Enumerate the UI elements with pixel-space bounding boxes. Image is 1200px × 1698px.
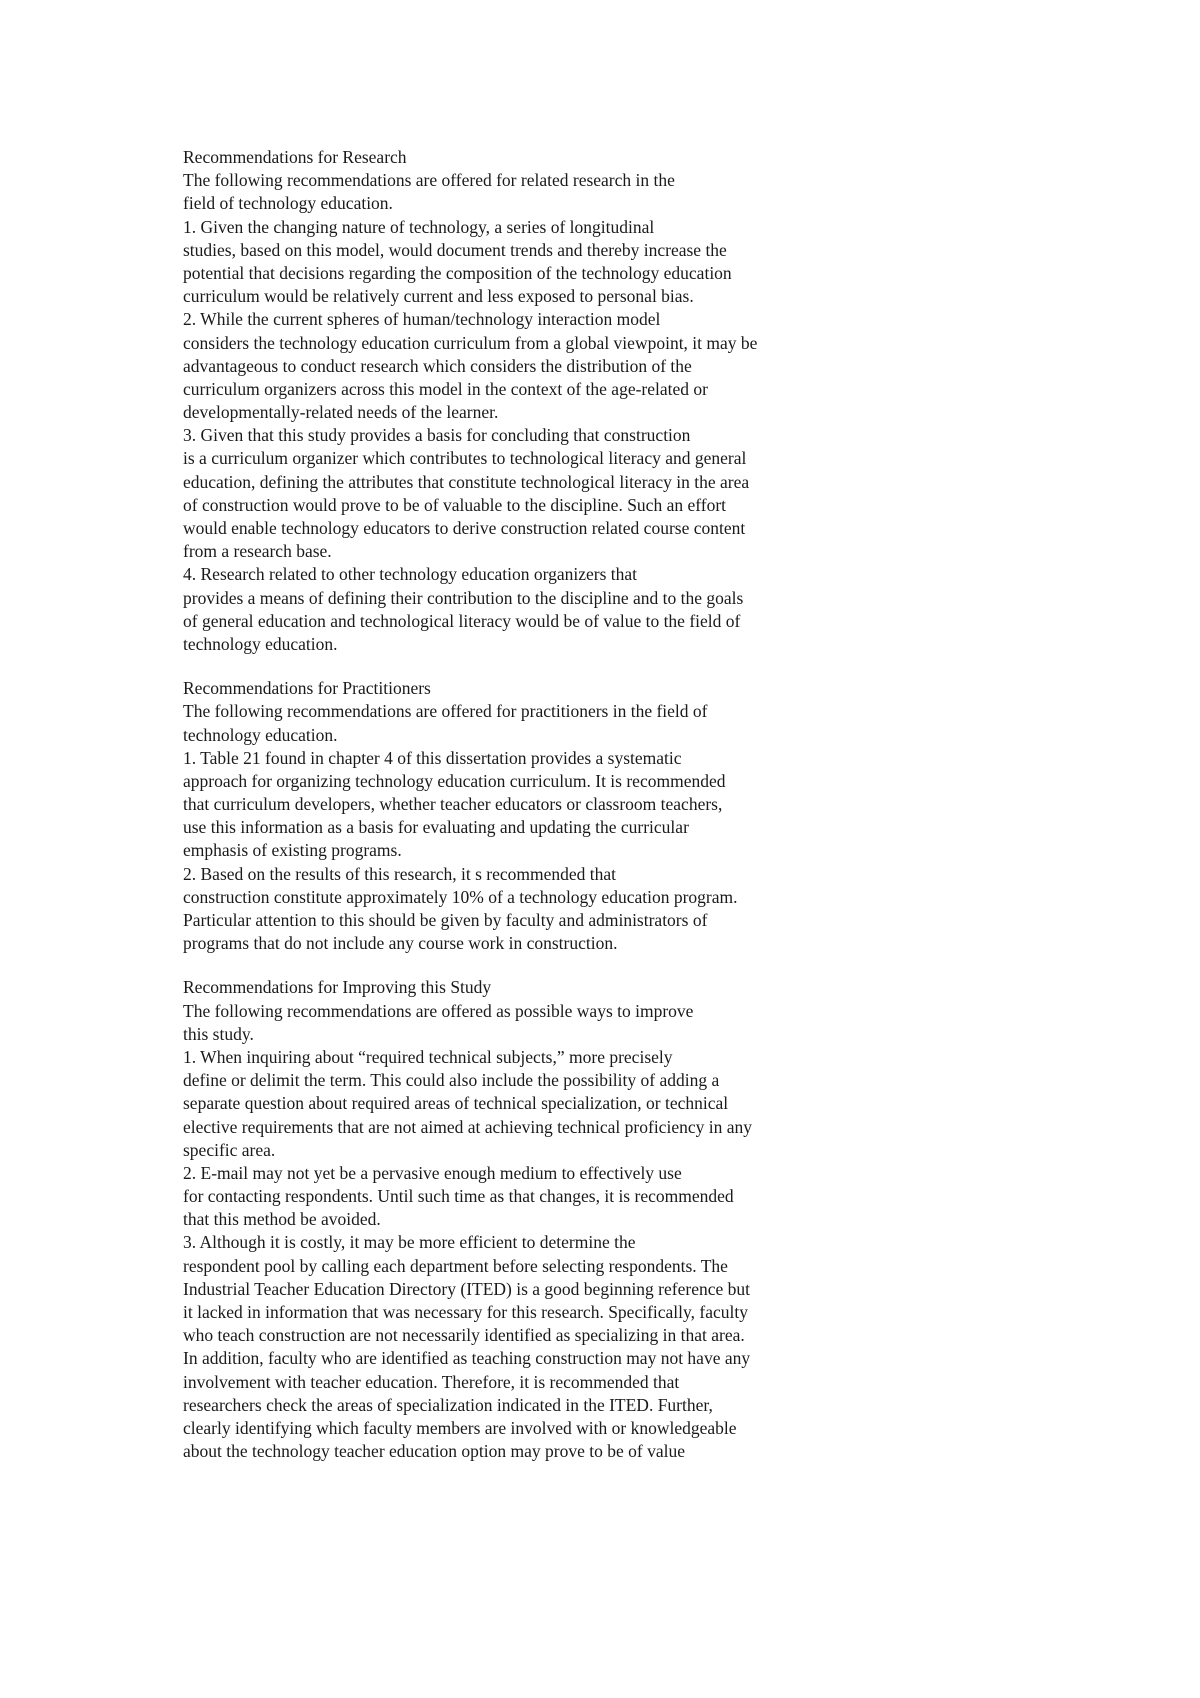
text-line: 2. Based on the results of this research, it s recommended that <box>183 863 617 884</box>
text-line: curriculum organizers across this model in the context of the age-related or <box>183 378 708 399</box>
text-line: technology education. <box>183 724 338 745</box>
text-line: education, defining the attributes that constitute technological literacy in the area <box>183 471 750 492</box>
text-line: The following recommendations are offered for related research in the <box>183 170 675 191</box>
text-line: separate question about required areas of technical specialization, or technical <box>183 1093 729 1114</box>
text-line: The following recommendations are offered for practitioners in the field of <box>183 701 708 722</box>
text-line: programs that do not include any course work in construction. <box>183 933 618 954</box>
text-line: advantageous to conduct research which considers the distribution of the <box>183 355 692 376</box>
text-line: curriculum would be relatively current and less exposed to personal bias. <box>183 286 694 307</box>
section-heading: Recommendations for Practitioners <box>183 678 431 699</box>
text-line: from a research base. <box>183 541 332 562</box>
section-heading: Recommendations for Improving this Study <box>183 977 492 998</box>
text-line: about the technology teacher education option may prove to be of value <box>183 1441 685 1462</box>
text-line: this study. <box>183 1023 254 1044</box>
text-line: potential that decisions regarding the composition of the technology education <box>183 262 732 283</box>
text-line: who teach construction are not necessarily identified as specializing in that area. <box>183 1325 745 1346</box>
text-line: of general education and technological literacy would be of value to the field of <box>183 610 741 631</box>
text-line: involvement with teacher education. Therefore, it is recommended that <box>183 1371 680 1392</box>
text-line: for contacting respondents. Until such time as that changes, it is recommended <box>183 1186 734 1207</box>
text-line: 1. Given the changing nature of technology, a series of longitudinal <box>183 216 655 237</box>
text-line: 3. Although it is costly, it may be more efficient to determine the <box>183 1232 636 1253</box>
text-line: researchers check the areas of specialization indicated in the ITED. Further, <box>183 1394 713 1415</box>
section-improving-study <box>183 976 863 1463</box>
text-line: technology education. <box>183 633 338 654</box>
text-line: would enable technology educators to derive construction related course content <box>183 518 746 538</box>
text-line: that this method be avoided. <box>183 1209 381 1230</box>
text-line: use this information as a basis for evaluating and updating the curricular <box>183 817 689 838</box>
text-line: 3. Given that this study provides a basis for concluding that construction <box>183 425 691 446</box>
section-spacer <box>183 656 863 677</box>
text-line: provides a means of defining their contribution to the discipline and to the goals <box>183 587 744 608</box>
text-line: elective requirements that are not aimed at achieving technical proficiency in any <box>183 1116 752 1137</box>
document-page <box>183 146 863 1463</box>
section-practitioners <box>183 677 863 955</box>
text-line: 1. When inquiring about “required technical subjects,” more precisely <box>183 1046 673 1067</box>
text-line: emphasis of existing programs. <box>183 840 402 861</box>
text-line: In addition, faculty who are identified as teaching construction may not have any <box>183 1348 751 1369</box>
section-research <box>183 146 863 656</box>
text-line: specific area. <box>183 1139 276 1160</box>
text-line: respondent pool by calling each department before selecting respondents. The <box>183 1255 728 1276</box>
text-line: 1. Table 21 found in chapter 4 of this dissertation provides a systematic <box>183 747 682 768</box>
text-line: construction constitute approximately 10% of a technology education program. <box>183 886 738 907</box>
text-line: clearly identifying which faculty members are involved with or knowledgeable <box>183 1417 737 1438</box>
section-spacer <box>183 955 863 976</box>
text-line: approach for organizing technology education curriculum. It is recommended <box>183 770 726 791</box>
text-line: The following recommendations are offered as possible ways to improve <box>183 1000 694 1021</box>
text-line: of construction would prove to be of valuable to the discipline. Such an effort <box>183 494 727 515</box>
text-line: that curriculum developers, whether teacher educators or classroom teachers, <box>183 794 723 815</box>
text-line: field of technology education. <box>183 193 393 214</box>
section-heading: Recommendations for Research <box>183 147 407 167</box>
text-line: considers the technology education curriculum from a global viewpoint, it may be <box>183 332 758 353</box>
text-line: 4. Research related to other technology education organizers that <box>183 564 638 585</box>
text-line: Particular attention to this should be given by faculty and administrators of <box>183 910 708 930</box>
text-line: Industrial Teacher Education Directory (ITED) is a good beginning reference but <box>183 1278 750 1299</box>
text-line: developmentally-related needs of the learner. <box>183 402 499 423</box>
text-line: studies, based on this model, would document trends and thereby increase the <box>183 239 727 260</box>
text-line: is a curriculum organizer which contributes to technological literacy and general <box>183 448 747 469</box>
text-line: 2. While the current spheres of human/technology interaction model <box>183 309 661 330</box>
text-line: 2. E-mail may not yet be a pervasive enough medium to effectively use <box>183 1162 682 1183</box>
text-line: define or delimit the term. This could also include the possibility of adding a <box>183 1070 720 1091</box>
text-line: it lacked in information that was necessary for this research. Specifically, faculty <box>183 1302 748 1322</box>
